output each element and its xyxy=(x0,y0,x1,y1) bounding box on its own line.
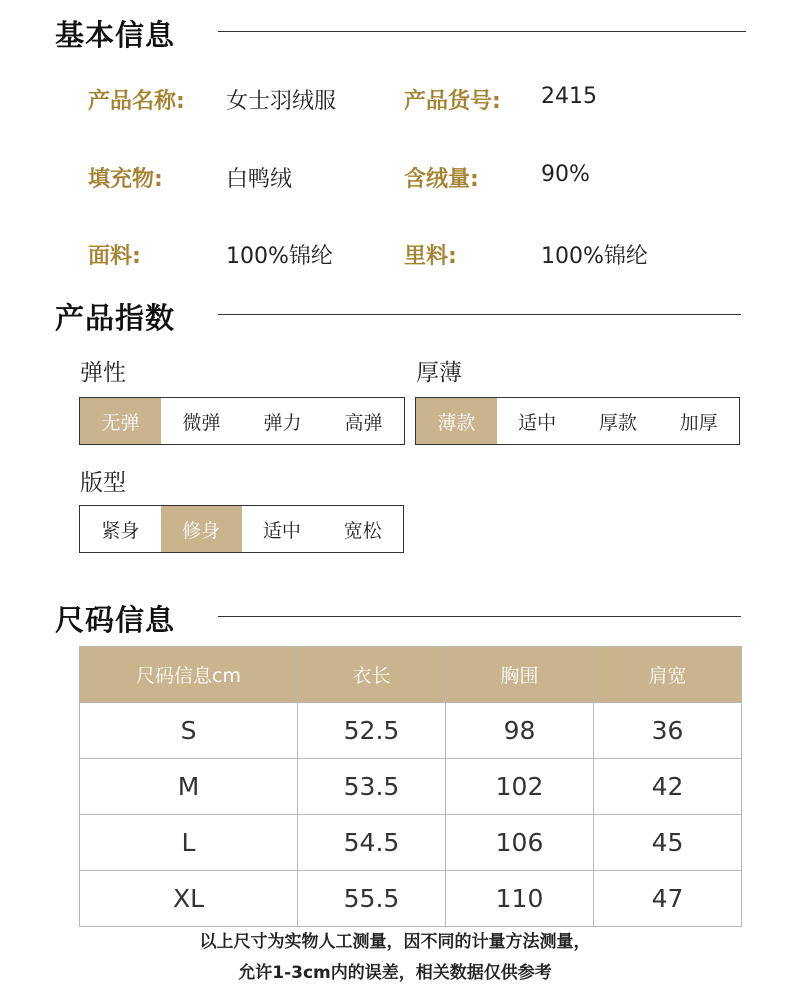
basic-info-title: 基本信息 xyxy=(55,18,176,52)
thickness-option: 厚款 xyxy=(598,411,637,434)
down-content-value: 90% xyxy=(541,162,590,187)
elasticity-option: 高弹 xyxy=(344,411,383,434)
lining-label: 里料: xyxy=(404,244,457,269)
down-content-label: 含绒量: xyxy=(404,167,479,192)
shoulder-cell: 42 xyxy=(594,759,742,815)
shoulder-cell: 36 xyxy=(594,703,742,759)
product-name-label: 产品名称: xyxy=(88,89,185,114)
fabric-label: 面料: xyxy=(88,244,141,269)
fit-scale xyxy=(79,505,404,553)
shoulder-cell: 47 xyxy=(594,871,742,927)
size-info-title: 尺码信息 xyxy=(55,603,176,637)
elasticity-scale xyxy=(79,397,405,445)
table-row xyxy=(80,759,742,815)
chest-cell: 98 xyxy=(446,703,594,759)
table-row xyxy=(80,703,742,759)
thickness-label: 厚薄 xyxy=(416,360,462,386)
elasticity-option: 微弹 xyxy=(182,411,221,434)
product-name-value: 女士羽绒服 xyxy=(226,89,337,114)
thickness-option: 加厚 xyxy=(679,411,718,434)
basic-info-divider xyxy=(218,31,746,32)
size-header-cell: 衣长 xyxy=(298,647,446,703)
size-cell: XL xyxy=(80,871,298,927)
thickness-option: 适中 xyxy=(518,411,557,434)
fit-option: 宽松 xyxy=(343,519,382,542)
fit-option: 修身 xyxy=(161,506,242,552)
thickness-option: 薄款 xyxy=(416,398,497,444)
thickness-scale xyxy=(415,397,740,445)
shoulder-cell: 45 xyxy=(594,815,742,871)
chest-cell: 106 xyxy=(446,815,594,871)
length-cell: 54.5 xyxy=(298,815,446,871)
table-row xyxy=(80,815,742,871)
fabric-value: 100%锦纶 xyxy=(226,244,333,269)
size-info-divider xyxy=(218,616,741,617)
size-table-header-row xyxy=(80,647,742,703)
size-header-cell: 胸围 xyxy=(446,647,594,703)
product-code-label: 产品货号: xyxy=(404,89,501,114)
elasticity-label: 弹性 xyxy=(80,360,126,386)
filling-value: 白鸭绒 xyxy=(226,167,293,192)
fit-option: 适中 xyxy=(262,519,301,542)
size-header-cell: 尺码信息cm xyxy=(80,647,298,703)
product-index-title: 产品指数 xyxy=(55,301,176,335)
elasticity-option: 无弹 xyxy=(80,398,161,444)
size-header-cell: 肩宽 xyxy=(594,647,742,703)
filling-label: 填充物: xyxy=(88,167,163,192)
measurement-note-line2: 允许1-3cm内的误差，相关数据仅供参考 xyxy=(238,963,552,983)
length-cell: 53.5 xyxy=(298,759,446,815)
lining-value: 100%锦纶 xyxy=(541,244,648,269)
product-code-value: 2415 xyxy=(541,84,597,109)
measurement-note-line1: 以上尺寸为实物人工测量，因不同的计量方法测量， xyxy=(199,932,591,952)
size-cell: M xyxy=(80,759,298,815)
length-cell: 52.5 xyxy=(298,703,446,759)
product-index-divider xyxy=(218,314,741,315)
table-row xyxy=(80,871,742,927)
fit-option: 紧身 xyxy=(101,519,140,542)
size-cell: S xyxy=(80,703,298,759)
size-cell: L xyxy=(80,815,298,871)
elasticity-option: 弹力 xyxy=(263,411,302,434)
length-cell: 55.5 xyxy=(298,871,446,927)
size-table xyxy=(79,646,742,927)
chest-cell: 110 xyxy=(446,871,594,927)
chest-cell: 102 xyxy=(446,759,594,815)
fit-label: 版型 xyxy=(80,470,126,496)
